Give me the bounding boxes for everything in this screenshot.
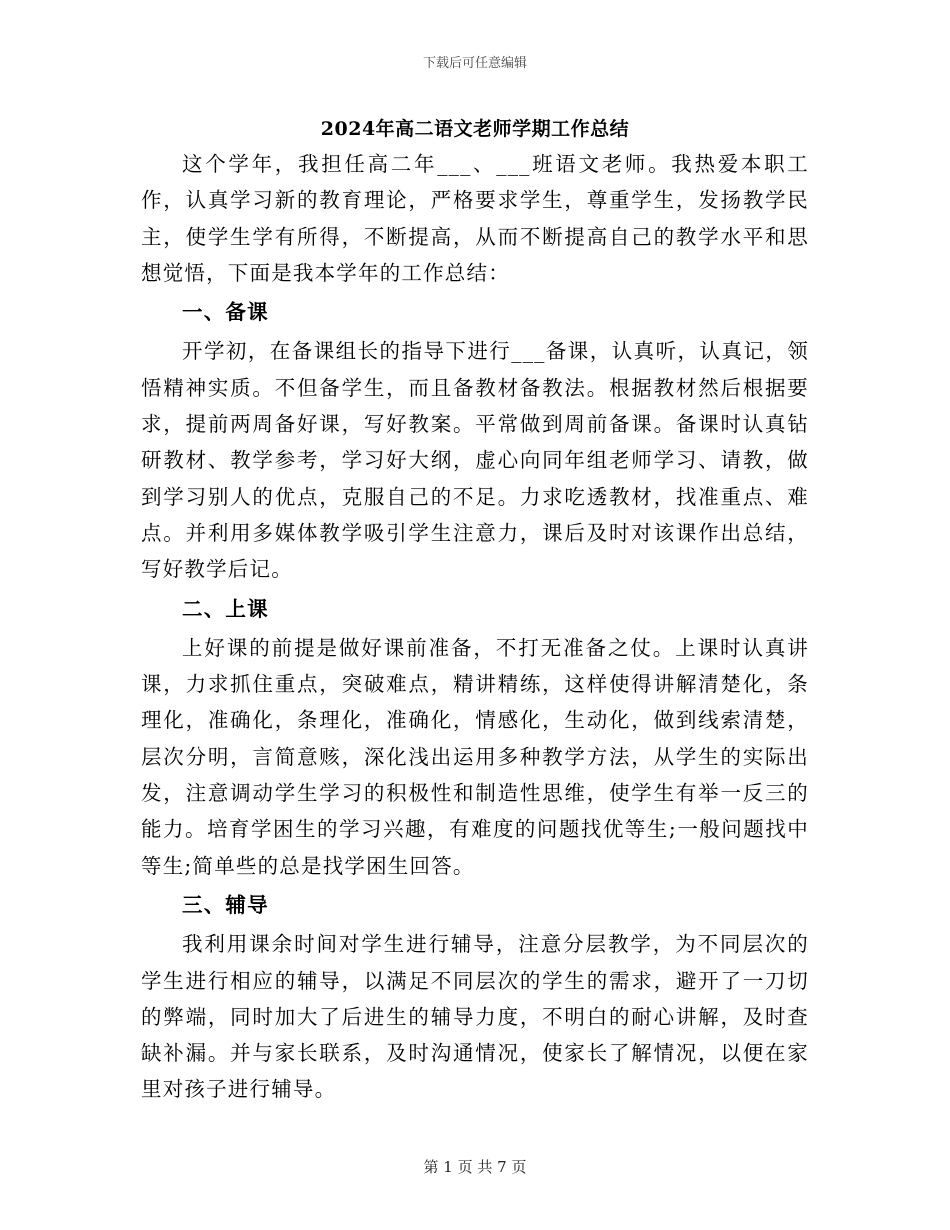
section-paragraph-teaching: 上好课的前提是做好课前准备，不打无准备之仗。上课时认真讲课，力求抓住重点，突破难点，精讲精练，这样使得讲解清楚化，条理化，准确化，条理化，准确化，情感化，生动化，做到线索清楚，层次分明，言简意赅，深化浅出运用多种教学方法，从学生的实际出发，注意调动学生学习的积极性和制造性思维，使学生有举一反三的能力。培育学困生的学习兴趣，有难度的问题找优等生;一般问题找中等生;简单些的总是找学困生回答。 bbox=[141, 635, 809, 878]
intro-paragraph: 这个学年，我担任高二年___、___班语文老师。我热爱本职工作，认真学习新的教育理论，严格要求学生，尊重学生，发扬教学民主，使学生学有所得，不断提高，从而不断提高自己的教学水平和思想觉悟，下面是我本学年的工作总结： bbox=[141, 152, 809, 285]
section-heading-preparation: 一、备课 bbox=[182, 300, 269, 325]
page-number: 第 1 页 共 7 页 bbox=[423, 1158, 527, 1176]
document-body bbox=[141, 146, 809, 1108]
section-paragraph-tutoring: 我利用课余时间对学生进行辅导，注意分层教学，为不同层次的学生进行相应的辅导，以满足不同层次的学生的需求，避开了一刀切的弊端，同时加大了后进生的辅导力度，不明白的耐心讲解，及时查缺补漏。并与家长联系，及时沟通情况，使家长了解情况，以便在家里对孩子进行辅导。 bbox=[141, 932, 809, 1102]
section-heading-tutoring: 三、辅导 bbox=[182, 892, 269, 917]
document-title: 2024年高二语文老师学期工作总结 bbox=[320, 118, 630, 140]
section-heading-teaching: 二、上课 bbox=[182, 596, 269, 621]
header-note: 下载后可任意编辑 bbox=[422, 56, 527, 71]
section-paragraph-preparation: 开学初，在备课组长的指导下进行___备课，认真听，认真记，领悟精神实质。不但备学生，而且备教材备教法。根据教材然后根据要求，提前两周备好课，写好教案。平常做到周前备课。备课时认真钻研教材、教学参考，学习好大纲，虚心向同年组老师学习、请教，做到学习别人的优点，克服自己的不足。力求吃透教材，找准重点、难点。并利用多媒体教学吸引学生注意力，课后及时对该课作出总结，写好教学后记。 bbox=[141, 339, 809, 582]
